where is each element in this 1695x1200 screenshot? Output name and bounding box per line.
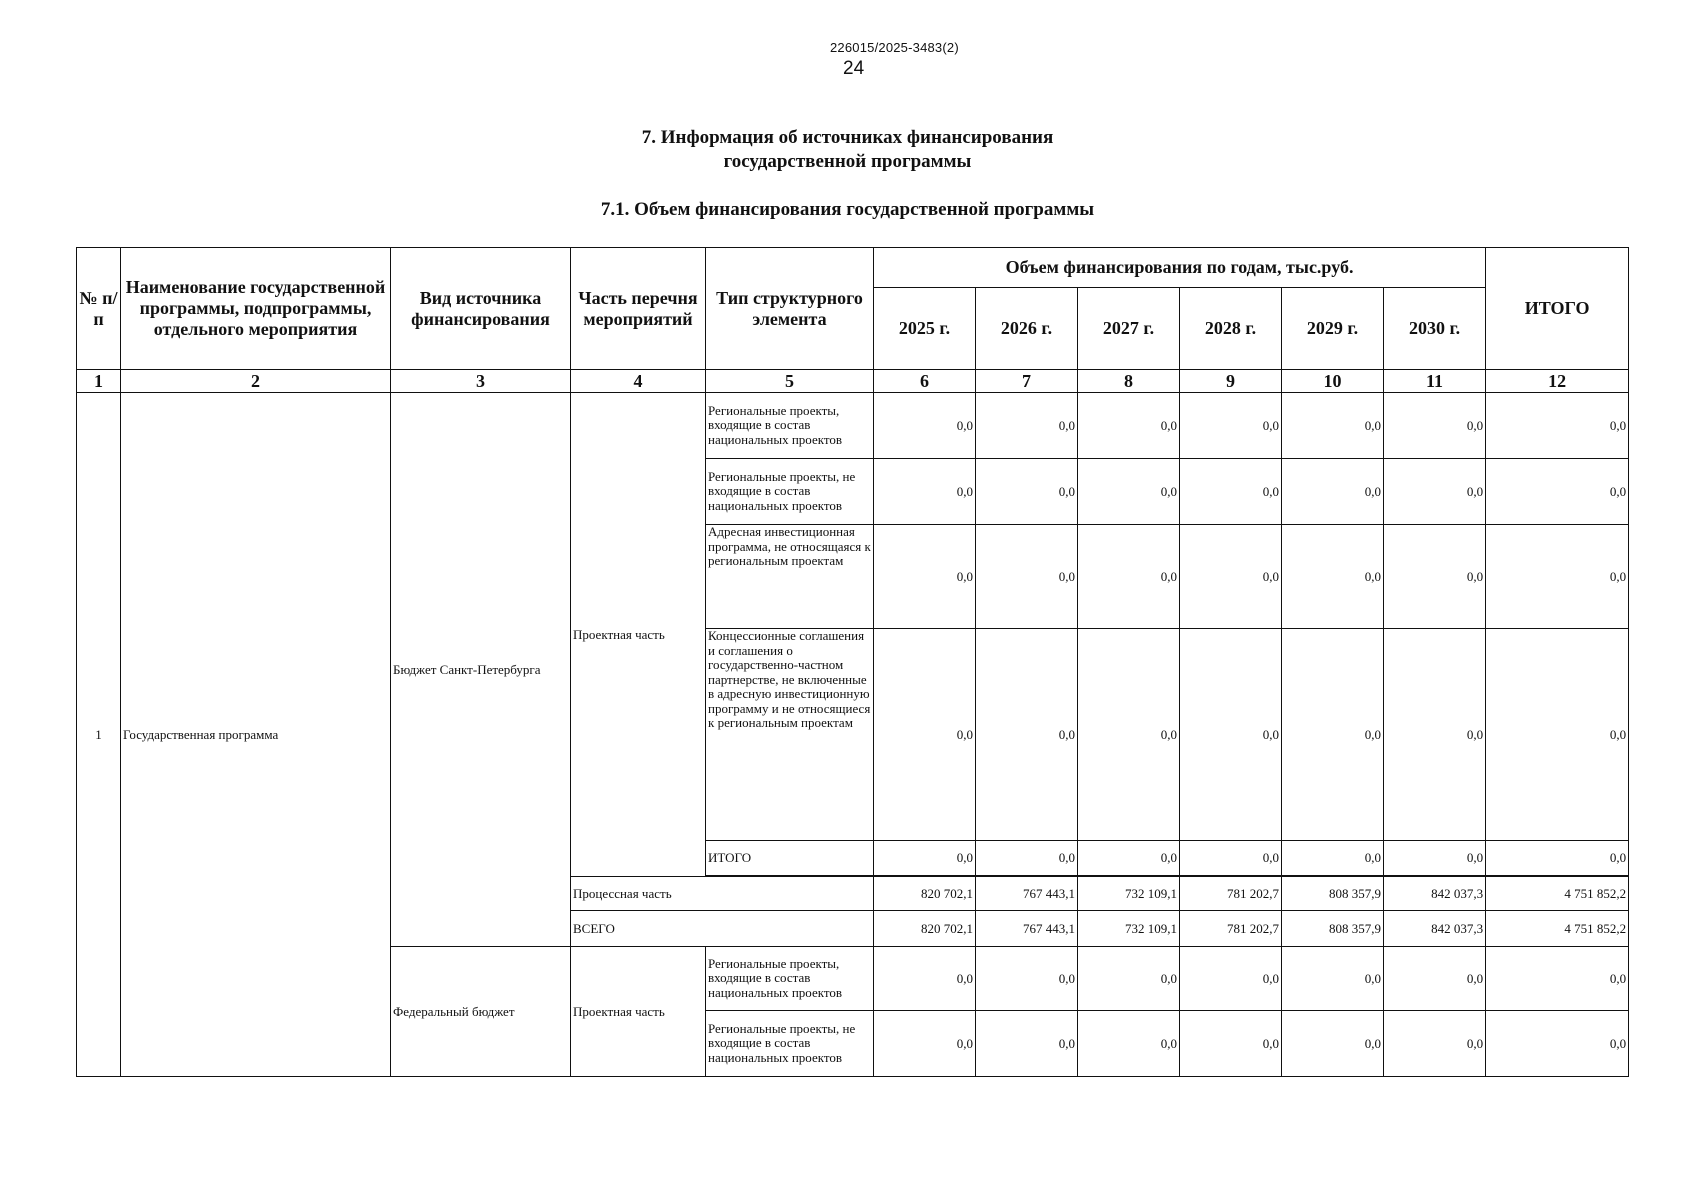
column-number: 9 bbox=[1180, 370, 1282, 393]
part-process: Процессная часть bbox=[571, 877, 874, 911]
section-title-line-1: 7. Информация об источниках финансирования bbox=[641, 127, 1054, 148]
value-cell: 767 443,1 bbox=[976, 911, 1078, 947]
value-cell: 0,0 bbox=[874, 393, 976, 459]
value-cell: 0,0 bbox=[874, 947, 976, 1011]
type-cell: Региональные проекты, не входящие в состав национальных проектов bbox=[706, 1011, 874, 1077]
value-cell: 0,0 bbox=[1078, 841, 1180, 876]
value-cell: 0,0 bbox=[1282, 629, 1384, 841]
value-cell: 0,0 bbox=[1180, 1011, 1282, 1077]
program-name: Государственная программа bbox=[121, 393, 391, 1077]
value-cell: 0,0 bbox=[976, 393, 1078, 459]
value-cell: 0,0 bbox=[1282, 393, 1384, 459]
value-cell: 0,0 bbox=[1486, 1011, 1629, 1077]
section-title bbox=[0, 126, 1695, 174]
value-cell: 732 109,1 bbox=[1078, 877, 1180, 911]
column-number: 6 bbox=[874, 370, 976, 393]
value-cell: 0,0 bbox=[1180, 459, 1282, 525]
value-cell: 0,0 bbox=[976, 459, 1078, 525]
part-project: Проектная часть bbox=[571, 393, 706, 877]
value-cell: 767 443,1 bbox=[976, 877, 1078, 911]
value-cell: 0,0 bbox=[874, 841, 976, 876]
value-cell: 0,0 bbox=[1180, 947, 1282, 1011]
value-cell: 842 037,3 bbox=[1384, 911, 1486, 947]
value-cell: 0,0 bbox=[976, 1011, 1078, 1077]
type-cell: Региональные проекты, не входящие в состав национальных проектов bbox=[706, 459, 874, 525]
value-cell: 0,0 bbox=[1180, 841, 1282, 876]
value-cell: 0,0 bbox=[1384, 841, 1486, 876]
value-cell: 0,0 bbox=[976, 947, 1078, 1011]
value-cell: 0,0 bbox=[1486, 459, 1629, 525]
total-label: ВСЕГО bbox=[571, 911, 874, 947]
value-cell: 0,0 bbox=[1180, 393, 1282, 459]
value-cell: 781 202,7 bbox=[1180, 877, 1282, 911]
value-cell: 0,0 bbox=[1078, 525, 1180, 629]
value-cell: 0,0 bbox=[1384, 459, 1486, 525]
value-cell: 0,0 bbox=[1282, 459, 1384, 525]
header-total: ИТОГО bbox=[1486, 248, 1629, 370]
value-cell: 842 037,3 bbox=[1384, 877, 1486, 911]
value-cell: 0,0 bbox=[1180, 629, 1282, 841]
column-number: 2 bbox=[121, 370, 391, 393]
header-year: 2027 г. bbox=[1078, 288, 1180, 370]
value-cell: 0,0 bbox=[1384, 393, 1486, 459]
column-number: 7 bbox=[976, 370, 1078, 393]
type-cell: Региональные проекты, входящие в состав национальных проектов bbox=[706, 947, 874, 1011]
value-cell: 0,0 bbox=[874, 629, 976, 841]
column-number: 5 bbox=[706, 370, 874, 393]
header-year: 2030 г. bbox=[1384, 288, 1486, 370]
header-year: 2029 г. bbox=[1282, 288, 1384, 370]
value-cell: 0,0 bbox=[1384, 947, 1486, 1011]
header-year: 2028 г. bbox=[1180, 288, 1282, 370]
value-cell: 0,0 bbox=[1180, 525, 1282, 629]
value-cell: 0,0 bbox=[1282, 525, 1384, 629]
header-year: 2025 г. bbox=[874, 288, 976, 370]
table-row bbox=[77, 393, 1639, 459]
value-cell: 0,0 bbox=[976, 841, 1078, 876]
value-cell: 0,0 bbox=[1384, 629, 1486, 841]
value-cell: 0,0 bbox=[1486, 947, 1629, 1011]
value-cell: 0,0 bbox=[976, 525, 1078, 629]
source-federal: Федеральный бюджет bbox=[391, 947, 571, 1077]
row-number: 1 bbox=[77, 393, 121, 1077]
value-cell: 0,0 bbox=[1486, 841, 1629, 876]
value-cell: 0,0 bbox=[874, 459, 976, 525]
subsection-title: 7.1. Объем финансирования государственной программы bbox=[600, 199, 1095, 220]
column-number: 1 bbox=[77, 370, 121, 393]
value-cell: 0,0 bbox=[1282, 947, 1384, 1011]
type-cell: Адресная инвестиционная программа, не относящаяся к региональным проектам bbox=[706, 525, 874, 629]
value-cell: 0,0 bbox=[874, 525, 976, 629]
section-title-line-2: государственной программы bbox=[723, 151, 972, 172]
source-spb: Бюджет Санкт-Петербурга bbox=[391, 393, 571, 947]
value-cell: 0,0 bbox=[874, 1011, 976, 1077]
value-cell: 4 751 852,2 bbox=[1486, 911, 1629, 947]
column-number: 10 bbox=[1282, 370, 1384, 393]
header-num: № п/п bbox=[77, 248, 121, 370]
value-cell: 0,0 bbox=[1078, 629, 1180, 841]
value-cell: 0,0 bbox=[1282, 841, 1384, 876]
header-part: Часть перечня мероприятий bbox=[571, 248, 706, 370]
column-number: 3 bbox=[391, 370, 571, 393]
type-cell-total: ИТОГО bbox=[706, 841, 874, 876]
column-number: 4 bbox=[571, 370, 706, 393]
financing-table bbox=[76, 247, 1638, 1077]
value-cell: 0,0 bbox=[1384, 525, 1486, 629]
value-cell: 0,0 bbox=[1486, 525, 1629, 629]
column-number-row bbox=[77, 370, 1639, 393]
header-name: Наименование государственной программы, подпрограммы, отдельного мероприятия bbox=[121, 248, 391, 370]
value-cell: 732 109,1 bbox=[1078, 911, 1180, 947]
value-cell: 820 702,1 bbox=[874, 911, 976, 947]
column-number: 11 bbox=[1384, 370, 1486, 393]
part-project-federal: Проектная часть bbox=[571, 947, 706, 1077]
value-cell: 0,0 bbox=[1078, 393, 1180, 459]
value-cell: 0,0 bbox=[1384, 1011, 1486, 1077]
header-type: Тип структурного элемента bbox=[706, 248, 874, 370]
value-cell: 4 751 852,2 bbox=[1486, 877, 1629, 911]
header-year: 2026 г. bbox=[976, 288, 1078, 370]
header-source: Вид источника финансирования bbox=[391, 248, 571, 370]
column-number: 12 bbox=[1486, 370, 1629, 393]
page-number: 24 bbox=[843, 58, 865, 79]
value-cell: 0,0 bbox=[1486, 393, 1629, 459]
value-cell: 0,0 bbox=[1078, 947, 1180, 1011]
value-cell: 0,0 bbox=[976, 629, 1078, 841]
type-cell: Региональные проекты, входящие в состав национальных проектов bbox=[706, 393, 874, 459]
value-cell: 820 702,1 bbox=[874, 877, 976, 911]
value-cell: 0,0 bbox=[1078, 1011, 1180, 1077]
value-cell: 808 357,9 bbox=[1282, 877, 1384, 911]
value-cell: 808 357,9 bbox=[1282, 911, 1384, 947]
value-cell: 0,0 bbox=[1282, 1011, 1384, 1077]
type-cell: Концессионные соглашения и соглашения о государственно-частном партнерстве, не включенные в адресную инвестиционную программу и не относящиеся к региональным проектам bbox=[706, 629, 874, 841]
value-cell: 0,0 bbox=[1078, 459, 1180, 525]
value-cell: 781 202,7 bbox=[1180, 911, 1282, 947]
header-years-group: Объем финансирования по годам, тыс.руб. bbox=[874, 248, 1486, 288]
value-cell: 0,0 bbox=[1486, 629, 1629, 841]
column-number: 8 bbox=[1078, 370, 1180, 393]
